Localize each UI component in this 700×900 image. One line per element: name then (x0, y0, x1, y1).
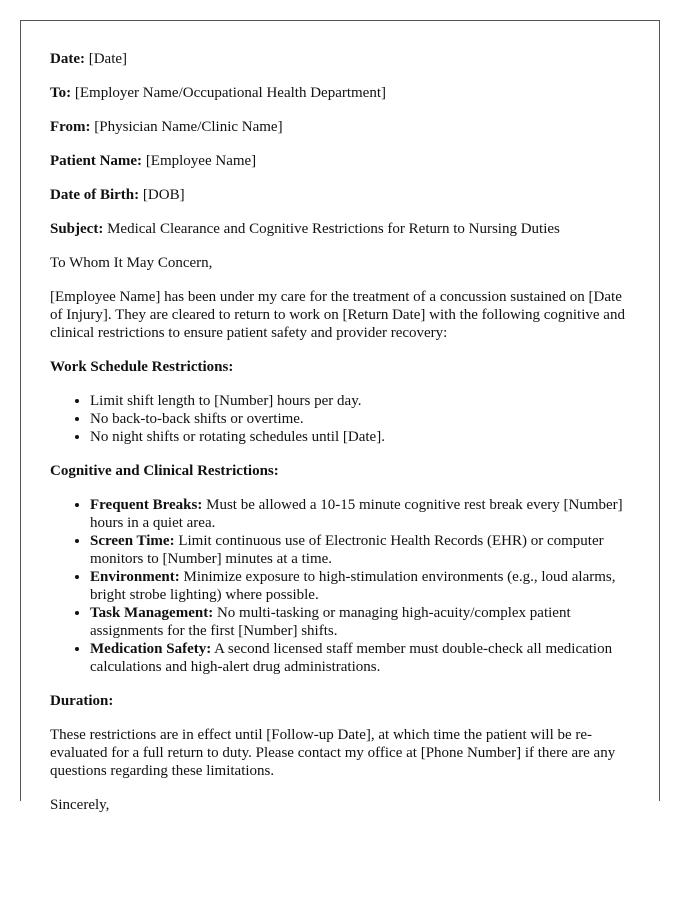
duration-paragraph: These restrictions are in effect until [Follow-up Date], at which time the patient will be re-evaluated for a full return to duty. Please contact my office at [Phone Number] if there are any questions regarding these limitations. (50, 727, 616, 779)
salutation: To Whom It May Concern, (50, 255, 213, 271)
to-label: To: (50, 85, 72, 101)
item-label: Screen Time: (90, 533, 175, 549)
list-item (90, 532, 632, 568)
patient-line (50, 152, 256, 170)
date-value: [Date] (88, 51, 128, 67)
dob-line (50, 186, 185, 204)
list-item: • No back-to-back shifts or overtime. (90, 410, 632, 428)
list-item: • No night shifts or rotating schedules until [Date]. (90, 428, 632, 446)
duration-heading: Duration: (50, 693, 114, 709)
item-label: Medication Safety: (90, 641, 212, 657)
to-value: [Employer Name/Occupational Health Department] (74, 85, 387, 101)
list-item (90, 604, 632, 640)
list-item (90, 496, 632, 532)
cognitive-heading: Cognitive and Clinical Restrictions: (50, 463, 279, 479)
schedule-list (50, 392, 632, 446)
signoff: Sincerely, (50, 797, 110, 813)
list-item: • Limit shift length to [Number] hours per day. (90, 392, 632, 410)
item-text: Minimize exposure to high-stimulation environments (e.g., loud alarms, bright strobe lighting) where possible. (90, 569, 616, 603)
date-label: Date: (50, 51, 85, 67)
item-text: Limit continuous use of Electronic Health Records (EHR) or computer monitors to [Number] minutes at a time. (90, 533, 604, 567)
item-text: No multi-tasking or managing high-acuity/complex patient assignments for the first [Number] shifts. (90, 605, 571, 639)
list-item (90, 640, 632, 676)
from-value: [Physician Name/Clinic Name] (94, 119, 283, 135)
subject-line (50, 220, 560, 238)
item-text: Must be allowed a 10-15 minute cognitive rest break every [Number] hours in a quiet area. (90, 497, 623, 531)
patient-value: [Employee Name] (145, 153, 257, 169)
cognitive-list (50, 496, 632, 676)
item-label: Environment: (90, 569, 180, 585)
from-label: From: (50, 119, 91, 135)
item-label: Frequent Breaks: (90, 497, 203, 513)
item-label: Task Management: (90, 605, 214, 621)
patient-label: Patient Name: (50, 153, 143, 169)
intro-paragraph: [Employee Name] has been under my care for the treatment of a concussion sustained on [Date of Injury]. They are cleared to return to work on [Return Date] with the following cognitive and clinical restrictions to ensure patient safety and provider recovery: (50, 289, 625, 341)
schedule-heading: Work Schedule Restrictions: (50, 359, 234, 375)
dob-value: [DOB] (142, 187, 185, 203)
subject-value: Medical Clearance and Cognitive Restrictions for Return to Nursing Duties (107, 221, 560, 237)
from-line (50, 118, 283, 136)
dob-label: Date of Birth: (50, 187, 140, 203)
list-item (90, 568, 632, 604)
subject-label: Subject: (50, 221, 104, 237)
item-text: A second licensed staff member must double-check all medication calculations and high-alert drug administrations. (90, 641, 613, 675)
to-line (50, 84, 386, 102)
letter-page (20, 20, 660, 813)
date-line (50, 50, 127, 68)
